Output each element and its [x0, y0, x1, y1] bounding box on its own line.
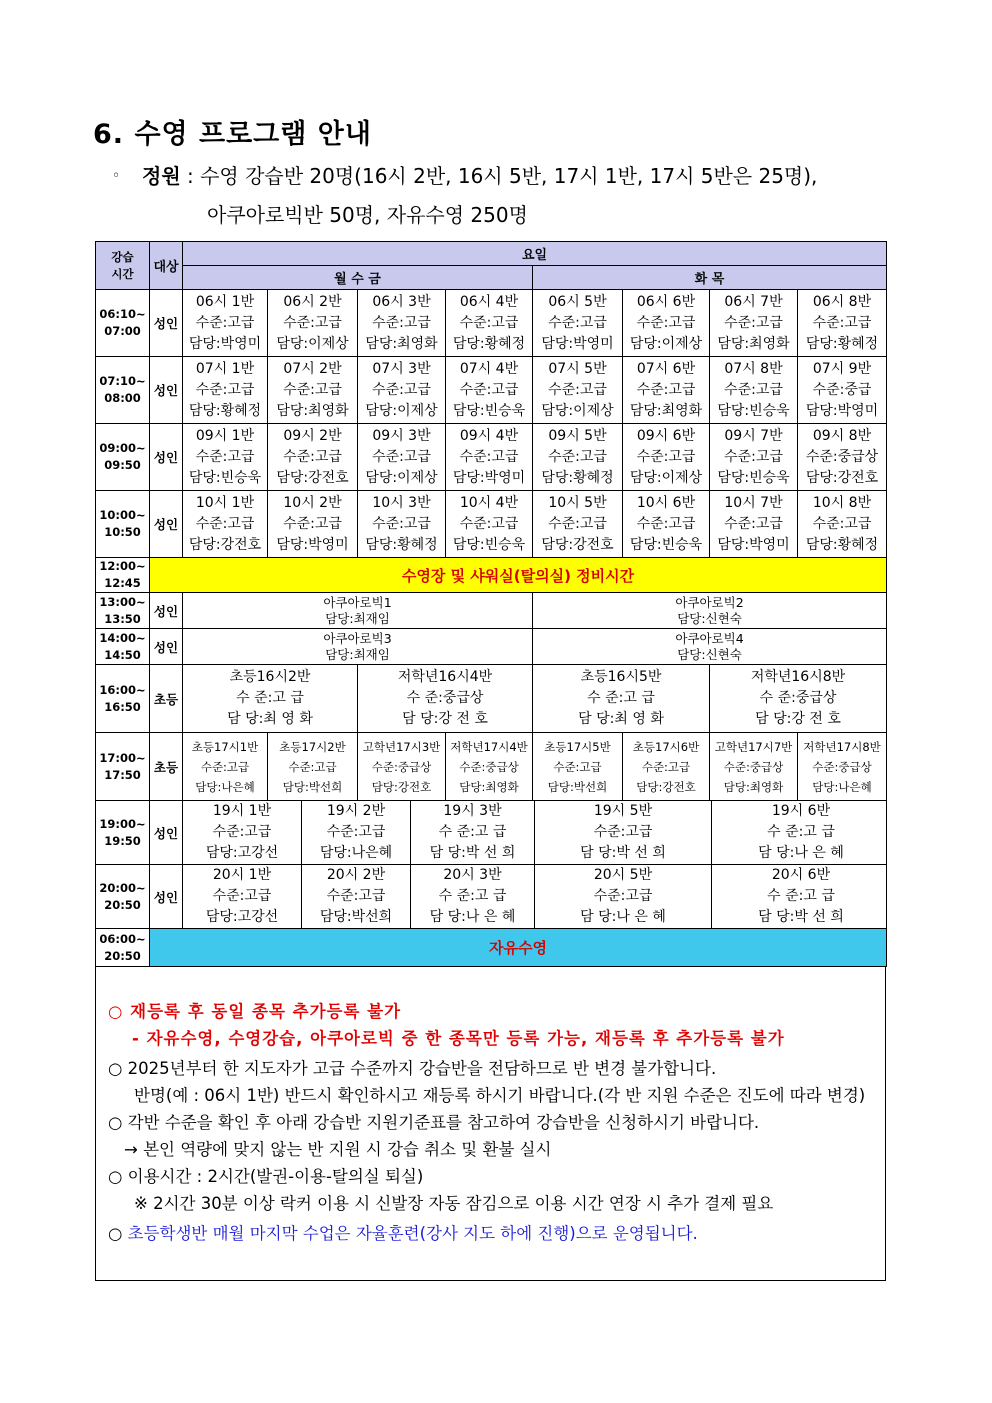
time-cell: 19:00~ 19:50: [96, 801, 150, 865]
time-cell: 13:00~ 13:50: [96, 593, 150, 629]
class-cell: 10시 4반 수준:고급 담당:빈승욱: [446, 491, 533, 558]
class-cell: 07시 2반 수준:고급 담당:최영화: [268, 357, 358, 424]
schedule-table: [95, 241, 887, 967]
time-cell: 09:00~ 09:50: [96, 424, 150, 491]
note-4-sub: ※ 2시간 30분 이상 락커 이용 시 신발장 자동 잠김으로 이용 시간 연장 시 추가 결제 필요: [134, 1194, 774, 1213]
header-target: 대상: [150, 242, 183, 290]
class-cell: 19시 6반 수 준:고 급 담 당:나 은 혜: [712, 801, 887, 864]
note-3: ○ 각반 수준을 확인 후 아래 강습반 지원기준표를 참고하여 강습반을 신청하시기 바랍니다.: [108, 1113, 760, 1132]
class-cell: 10시 1반 수준:고급 담당:강전호: [183, 491, 268, 558]
header-days: 요일: [183, 242, 887, 266]
class-cell: 10시 7반 수준:고급 담당:박영미: [710, 491, 798, 558]
header-tt: 화 목: [533, 266, 887, 290]
capacity-sep: :: [180, 164, 201, 188]
target-cell: 초등: [150, 665, 183, 733]
capacity-text-1: 수영 강습반 20명(16시 2반, 16시 5반, 17시 1반, 17시 5반은 25명),: [200, 164, 818, 188]
class-cell: 06시 4반 수준:고급 담당:황혜정: [446, 290, 533, 357]
class-cell: 09시 5반 수준:고급 담당:황혜정: [533, 424, 623, 491]
time-cell: 10:00~ 10:50: [96, 491, 150, 558]
aqua-cell: 아쿠아로빅1 담당:최재임: [183, 593, 533, 629]
table-row: [183, 865, 887, 928]
evening-row: [96, 865, 887, 929]
header-row: [96, 242, 887, 266]
class-cell: 20시 2반 수준:고급 담당:박선희: [302, 865, 411, 928]
time-cell: 07:10~ 08:00: [96, 357, 150, 424]
class-cell: 고학년17시3반 수준:중급상 담당:강전호: [358, 733, 446, 801]
class-cell: 06시 6반 수준:고급 담당:이제상: [623, 290, 710, 357]
time-cell: 16:00~ 16:50: [96, 665, 150, 733]
kids16-row: [96, 665, 887, 733]
maintenance-row: [96, 558, 887, 593]
class-cell: 09시 8반 수준:중급상 담당:강전호: [798, 424, 887, 491]
class-cell: 19시 1반 수준:고급 담당:고강선: [183, 801, 302, 864]
target-cell: 성인: [150, 593, 183, 629]
class-cell: 09시 7반 수준:고급 담당:빈승욱: [710, 424, 798, 491]
header-mwf: 월 수 금: [183, 266, 533, 290]
class-cell: 20시 3반 수 준:고 급 담 당:나 은 혜: [411, 865, 535, 928]
class-cell: 07시 6반 수준:고급 담당:최영화: [623, 357, 710, 424]
kids17-row: [96, 733, 887, 801]
class-cell: 저학년17시4반 수준:중급상 담당:최영화: [446, 733, 533, 801]
time-cell: 20:00~ 20:50: [96, 865, 150, 929]
aqua-row: [96, 629, 887, 665]
class-cell: 07시 8반 수준:고급 담당:빈승욱: [710, 357, 798, 424]
class-cell: 저학년16시4반 수 준:중급상 담 당:강 전 호: [358, 665, 533, 733]
class-cell: 저학년16시8반 수 준:중급상 담 당:강 전 호: [710, 665, 887, 733]
free-swim-row: [96, 929, 887, 967]
note-3-sub: → 본인 역량에 맞지 않는 반 지원 시 강습 취소 및 환불 실시: [124, 1140, 552, 1159]
target-cell: 성인: [150, 629, 183, 665]
free-swim-banner: 자유수영: [150, 929, 887, 967]
evening-cells: [183, 865, 887, 929]
class-cell: 09시 3반 수준:고급 담당:이제상: [358, 424, 446, 491]
table-row: [96, 357, 887, 424]
time-cell: 06:00~ 20:50: [96, 929, 150, 967]
note-5: ○ 초등학생반 매월 마지막 수업은 자율훈련(강사 지도 하에 진행)으로 운영됩니다.: [108, 1224, 698, 1243]
class-cell: 초등17시5반 수준:고급 담당:박선희: [533, 733, 623, 801]
target-cell: 성인: [150, 424, 183, 491]
class-cell: 06시 5반 수준:고급 담당:박영미: [533, 290, 623, 357]
note-2-sub: 반명(예 : 06시 1반) 반드시 확인하시고 재등록 하시기 바랍니다.(각 반 지원 수준은 진도에 따라 변경): [134, 1086, 866, 1105]
class-cell: 07시 1반 수준:고급 담당:황혜정: [183, 357, 268, 424]
target-cell: 성인: [150, 801, 183, 865]
notes-box: [95, 966, 886, 1281]
aqua-cell: 아쿠아로빅2 담당:신현숙: [533, 593, 887, 629]
evening-subtable: [183, 865, 887, 928]
target-cell: 초등: [150, 733, 183, 801]
table-row: [96, 290, 887, 357]
class-cell: 07시 4반 수준:고급 담당:빈승욱: [446, 357, 533, 424]
class-cell: 10시 8반 수준:고급 담당:황혜정: [798, 491, 887, 558]
time-cell: 06:10~ 07:00: [96, 290, 150, 357]
class-cell: 초등16시5반 수 준:고 급 담 당:최 영 화: [533, 665, 710, 733]
target-cell: 성인: [150, 357, 183, 424]
class-cell: 06시 2반 수준:고급 담당:이제상: [268, 290, 358, 357]
class-cell: 10시 5반 수준:고급 담당:강전호: [533, 491, 623, 558]
class-cell: 09시 2반 수준:고급 담당:강전호: [268, 424, 358, 491]
bullet-icon: ◦: [112, 168, 121, 184]
capacity-line-2: 아쿠아로빅반 50명, 자유수영 250명: [207, 203, 528, 227]
target-cell: 성인: [150, 290, 183, 357]
target-cell: 성인: [150, 865, 183, 929]
page-title: 6. 수영 프로그램 안내: [93, 119, 372, 150]
note-2: ○ 2025년부터 한 지도자가 고급 수준까지 강습반을 전담하므로 반 변경 불가합니다.: [108, 1059, 717, 1078]
evening-row: [96, 801, 887, 865]
table-row: [96, 424, 887, 491]
note-1-sub: - 자유수영, 수영강습, 아쿠아로빅 중 한 종목만 등록 가능, 재등록 후 추가등록 불가: [132, 1029, 785, 1048]
evening-subtable: [183, 801, 887, 864]
class-cell: 초등17시1반 수준:고급 담당:나은혜: [183, 733, 268, 801]
class-cell: 초등16시2반 수 준:고 급 담 당:최 영 화: [183, 665, 358, 733]
maintenance-banner: 수영장 및 샤워실(탈의실) 정비시간: [150, 558, 887, 593]
time-cell: 17:00~ 17:50: [96, 733, 150, 801]
class-cell: 06시 1반 수준:고급 담당:박영미: [183, 290, 268, 357]
target-cell: 성인: [150, 491, 183, 558]
class-cell: 09시 6반 수준:고급 담당:이제상: [623, 424, 710, 491]
class-cell: 초등17시6반 수준:고급 담당:강전호: [623, 733, 710, 801]
class-cell: 20시 1반 수준:고급 담당:고강선: [183, 865, 302, 928]
class-cell: 저학년17시8반 수준:중급상 담당:나은혜: [798, 733, 887, 801]
class-cell: 20시 6반 수 준:고 급 담 당:박 선 희: [712, 865, 887, 928]
capacity-line-1: [112, 160, 817, 189]
class-cell: 06시 3반 수준:고급 담당:최영화: [358, 290, 446, 357]
class-cell: 07시 3반 수준:고급 담당:이제상: [358, 357, 446, 424]
note-4: ○ 이용시간 : 2시간(발권-이용-탈의실 퇴실): [108, 1167, 424, 1186]
capacity-label: 정원: [142, 164, 181, 188]
evening-cells: [183, 801, 887, 865]
header-time: 강습 시간: [96, 242, 150, 290]
aqua-cell: 아쿠아로빅3 담당:최재임: [183, 629, 533, 665]
table-row: [96, 491, 887, 558]
class-cell: 19시 3반 수 준:고 급 담 당:박 선 희: [411, 801, 535, 864]
time-cell: 14:00~ 14:50: [96, 629, 150, 665]
class-cell: 고학년17시7반 수준:중급상 담당:최영화: [710, 733, 798, 801]
class-cell: 09시 4반 수준:고급 담당:박영미: [446, 424, 533, 491]
class-cell: 19시 5반 수준:고급 담 당:박 선 희: [535, 801, 712, 864]
class-cell: 10시 3반 수준:고급 담당:황혜정: [358, 491, 446, 558]
class-cell: 07시 5반 수준:고급 담당:이제상: [533, 357, 623, 424]
class-cell: 09시 1반 수준:고급 담당:빈승욱: [183, 424, 268, 491]
class-cell: 06시 8반 수준:고급 담당:황혜정: [798, 290, 887, 357]
aqua-cell: 아쿠아로빅4 담당:신현숙: [533, 629, 887, 665]
class-cell: 10시 6반 수준:고급 담당:빈승욱: [623, 491, 710, 558]
aqua-row: [96, 593, 887, 629]
note-1: ○ 재등록 후 동일 종목 추가등록 불가: [108, 1002, 402, 1021]
table-row: [183, 801, 887, 864]
class-cell: 19시 2반 수준:고급 담당:나은혜: [302, 801, 411, 864]
class-cell: 07시 9반 수준:중급 담당:박영미: [798, 357, 887, 424]
class-cell: 초등17시2반 수준:고급 담당:박선희: [268, 733, 358, 801]
class-cell: 20시 5반 수준:고급 담 당:나 은 혜: [535, 865, 712, 928]
class-cell: 06시 7반 수준:고급 담당:최영화: [710, 290, 798, 357]
class-cell: 10시 2반 수준:고급 담당:박영미: [268, 491, 358, 558]
time-cell: 12:00~ 12:45: [96, 558, 150, 593]
header-row: [96, 266, 887, 290]
